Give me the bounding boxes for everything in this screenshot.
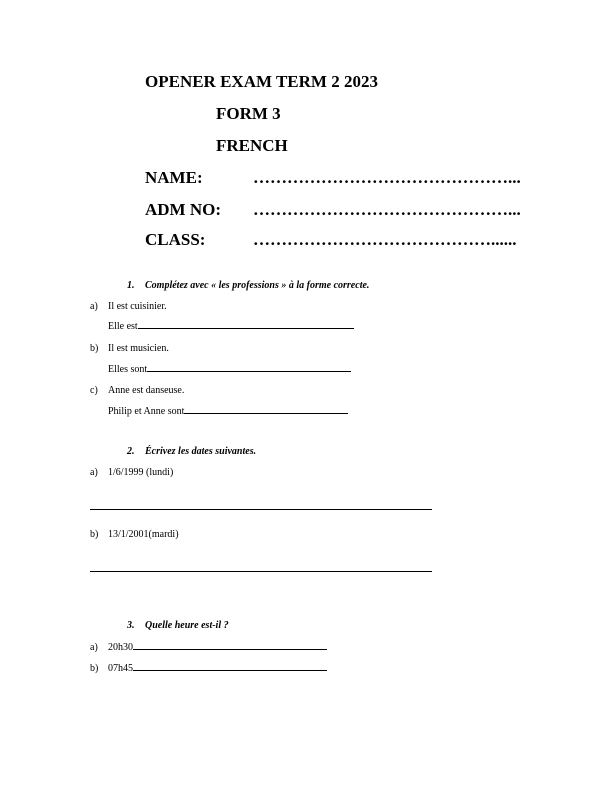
name-field[interactable]: ………………………………………...	[253, 168, 521, 187]
q2b-letter: b)	[90, 529, 99, 540]
class-label: CLASS:	[145, 230, 206, 249]
q2a-text: 1/6/1999 (lundi)	[108, 467, 174, 478]
q3a-answer-line[interactable]	[133, 649, 327, 650]
q1-number: 1.	[127, 280, 135, 291]
q1c-prompt: Philip et Anne sont	[108, 406, 185, 417]
q3b-answer-line[interactable]	[133, 670, 327, 671]
q2b-text: 13/1/2001(mardi)	[108, 529, 179, 540]
q2-number: 2.	[127, 446, 135, 457]
adm-no-field[interactable]: ………………………………………...	[253, 200, 521, 219]
q3b-text: 07h45	[108, 663, 133, 674]
class-field[interactable]: ……………………………………......	[253, 230, 517, 249]
exam-title: OPENER EXAM TERM 2 2023	[145, 72, 378, 91]
subject-label: FRENCH	[216, 136, 288, 155]
q1-title: Complétez avec « les professions » à la forme correcte.	[145, 280, 370, 291]
adm-no-label: ADM NO:	[145, 200, 222, 219]
q1a-answer-line[interactable]	[138, 328, 354, 329]
q1c-given: Anne est danseuse.	[108, 385, 185, 396]
q2b-answer-line[interactable]	[90, 571, 432, 572]
q1a-prompt: Elle est	[108, 321, 138, 332]
q1a-letter: a)	[90, 301, 98, 312]
q1b-prompt: Elles sont	[108, 364, 148, 375]
q1b-letter: b)	[90, 343, 99, 354]
q2a-letter: a)	[90, 467, 98, 478]
q3-number: 3.	[127, 620, 135, 631]
q1b-given: Il est musicien.	[108, 343, 169, 354]
q3-title: Quelle heure est-il ?	[145, 620, 229, 631]
q2a-answer-line[interactable]	[90, 509, 432, 510]
name-label: NAME:	[145, 168, 203, 187]
q3b-letter: b)	[90, 663, 99, 674]
q1a-given: Il est cuisinier.	[108, 301, 167, 312]
q2-title: Écrivez les dates suivantes.	[145, 446, 257, 457]
q1c-answer-line[interactable]	[184, 413, 348, 414]
q3a-text: 20h30	[108, 642, 133, 653]
q3a-letter: a)	[90, 642, 98, 653]
form-label: FORM 3	[216, 104, 281, 123]
q1b-answer-line[interactable]	[147, 371, 351, 372]
q1c-letter: c)	[90, 385, 98, 396]
